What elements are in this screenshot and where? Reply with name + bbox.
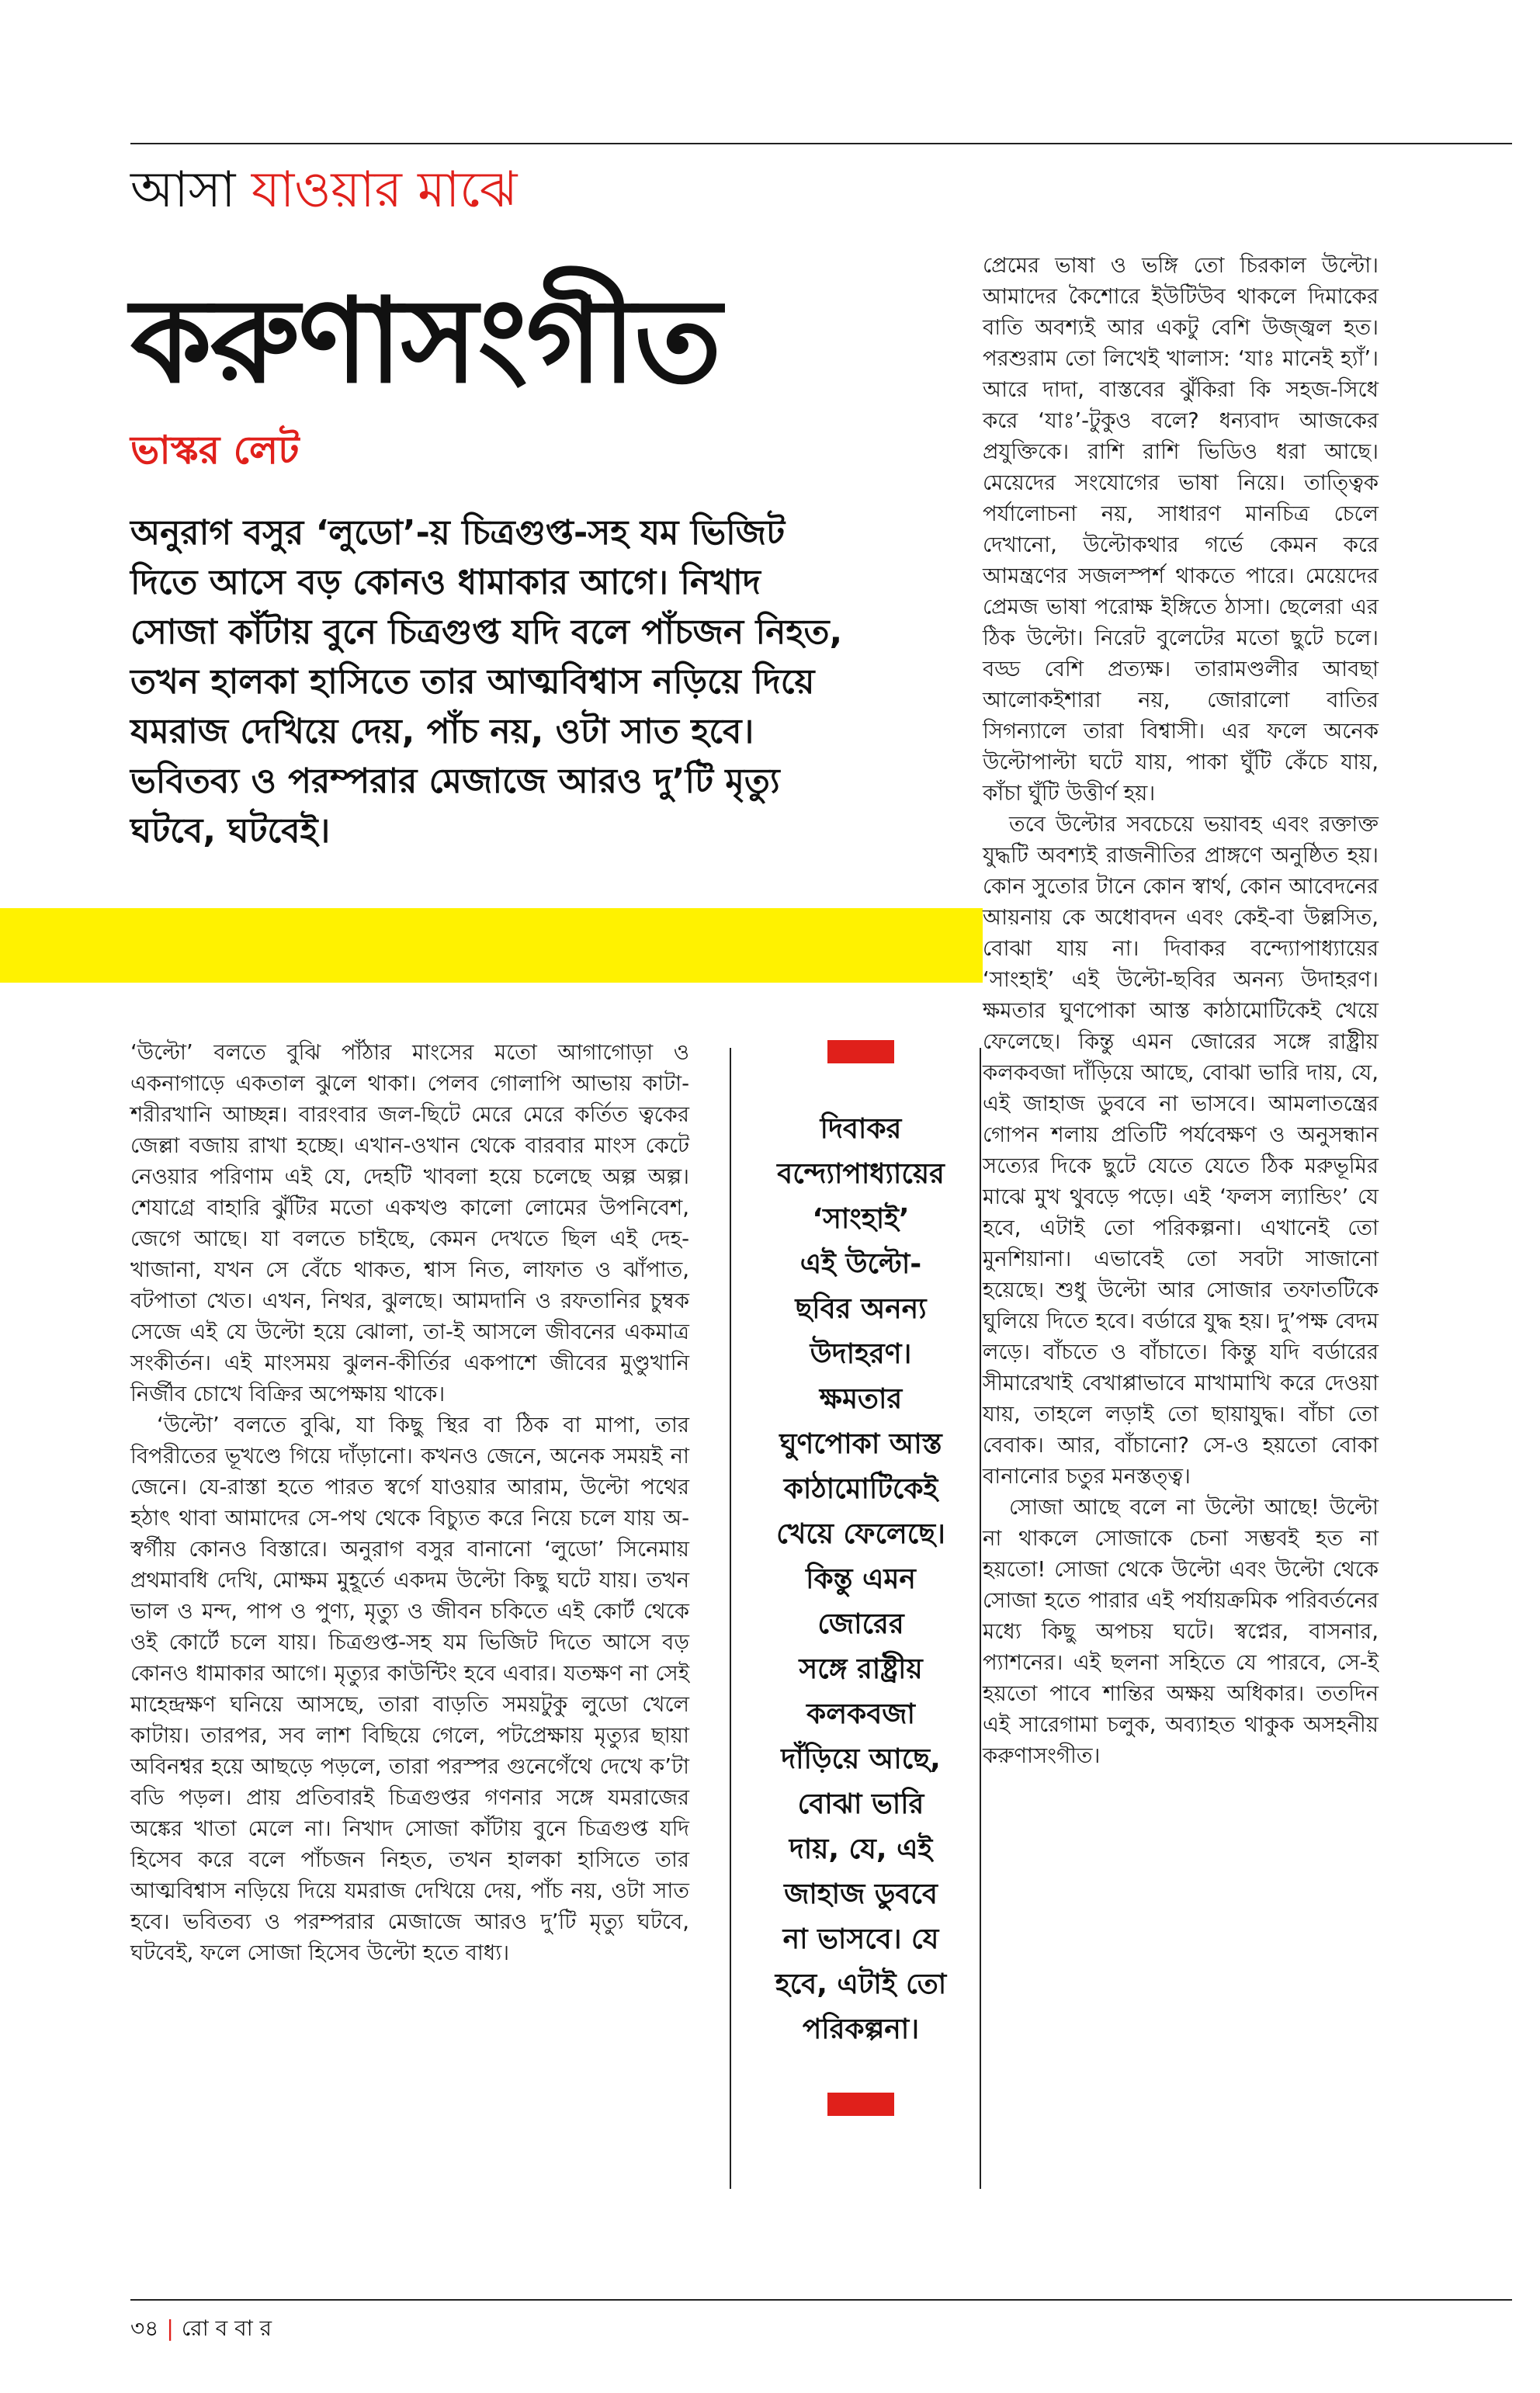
- body-column-right: [983, 250, 1379, 1771]
- pull-quote-line: ঘুণপোকা আস্ত: [779, 1428, 942, 1460]
- kicker-part1: আসা: [130, 161, 251, 219]
- standfirst: [130, 508, 945, 856]
- standfirst-line: সোজা কাঁটায় বুনে চিত্রগুপ্ত যদি বলে পাঁচজন নিহত,: [130, 612, 843, 652]
- pull-quote-line: দায়, যে, এই: [789, 1833, 933, 1865]
- byline: ভাস্কর লেট: [130, 428, 300, 473]
- top-rule: [130, 143, 1512, 144]
- pull-quote-line: সঙ্গে রাষ্ট্রীয়: [799, 1653, 923, 1685]
- column-divider-left: [730, 1048, 731, 2189]
- pull-quote-line: উদাহরণ।: [810, 1338, 912, 1370]
- pull-quote-line: খেয়ে ফেলেছে।: [776, 1518, 945, 1550]
- pull-quote-line: জাহাজ ডুববে: [784, 1878, 938, 1910]
- pull-quote-line: কাঠামোটিকেই: [783, 1473, 938, 1505]
- body-paragraph: প্রেমের ভাষা ও ভঙ্গি তো চিরকাল উল্টো। আমাদের কৈশোরে ইউটিউব থাকলে দিমাকের বাতি অবশ্যই আর একটু বেশি উজ্জ্বল হত। পরশুরাম তো লিখেই খালাস: ‘যাঃ মানেই হ্যাঁ’। আরে দাদা, বাস্তবের ঝুঁকিরা কি সহজ-সিধে করে ‘যাঃ’-টুকুও বলে? ধন্যবাদ আজকের প্রযুক্তিকে। রাশি রাশি ভিডিও ধরা আছে। মেয়েদের সংযোগের ভাষা নিয়ে। তাত্ত্বিক পর্যালোচনা নয়, সাধারণ মানচিত্র চেলে দেখানো, উল্টোকথার গর্ভে কেমন করে আমন্ত্রণের সজলস্পর্শ থাকতে পারে। মেয়েদের প্রেমজ ভাষা পরোক্ষ ইঙ্গিতে ঠাসা। ছেলেরা এর ঠিক উল্টো। নিরেট বুলেটের মতো ছুটে চলে। বড্ড বেশি প্রত্যক্ষ। তারামণ্ডলীর আবছা আলোকইশারা নয়, জোরালো বাতির সিগন্যালে তারা বিশ্বাসী। এর ফলে অনেক উল্টোপাল্টা ঘটে যায়, পাকা ঘুঁটি কেঁচে যায়, কাঁচা ঘুঁটি উত্তীর্ণ হয়।: [983, 253, 1379, 806]
- body-paragraph: ‘উল্টো’ বলতে বুঝি পাঁঠার মাংসের মতো আগাগোড়া ও একনাগাড়ে একতাল ঝুলে থাকা। পেলব গোলাপি আভায় কাটা-শরীরখানি আচ্ছন্ন। বারংবার জল-ছিটে মেরে মেরে কর্তিত ত্বকের জেল্লা বজায় রাখা হচ্ছে। এখান-ওখান থেকে বারবার মাংস কেটে নেওয়ার পরিণাম এই যে, দেহটি খাবলা হয়ে চলেছে অল্প অল্প। শেযাগ্রে বাহারি ঝুঁটির মতো একখণ্ড কালো লোমের উপনিবেশ, জেগে আছে। যা বলতে চাইছে, কেমন দেখতে ছিল এই দেহ-খাজানা, যখন সে বেঁচে থাকত, শ্বাস নিত, লাফাত ও ঝাঁপাত, বটপাতা খেত। এখন, নিথর, ঝুলছে। আমদানি ও রফতানির চুম্বক সেজে এই যে উল্টো হয়ে ঝোলা, তা-ই আসলে জীবনের একমাত্র সংকীর্তন। এই মাংসময় ঝুলন-কীর্তির একপাশে জীবের মুণ্ডুখানি নির্জীব চোখে বিক্রির অপেক্ষায় থাকে।: [130, 1040, 689, 1406]
- section-kicker: [130, 159, 517, 221]
- pull-quote-line: বন্দ্যোপাধ্যায়ের: [777, 1158, 945, 1190]
- standfirst-line: যমরাজ দেখিয়ে দেয়, পাঁচ নয়, ওটা সাত হবে।: [130, 712, 754, 751]
- bottom-rule: [130, 2299, 1512, 2301]
- kicker-part2: যাওয়ার মাঝে: [251, 161, 518, 219]
- standfirst-line: ভবিতব্য ও পরম্পরার মেজাজে আরও দু’টি মৃত্যু: [130, 761, 780, 801]
- pull-quote-line: দিবাকর: [820, 1113, 902, 1145]
- pull-quote-line: না ভাসবে। যে: [782, 1923, 939, 1955]
- pull-quote-line: হবে, এটাই তো: [775, 1968, 947, 2000]
- standfirst-line: তখন হালকা হাসিতে তার আত্মবিশ্বাস নড়িয়ে দিয়ে: [130, 662, 815, 702]
- pull-quote-line: কলকবজা: [806, 1698, 915, 1730]
- body-paragraph: ‘উল্টো’ বলতে বুঝি, যা কিছু স্থির বা ঠিক বা মাপা, তার বিপরীতের ভূখণ্ডে গিয়ে দাঁড়ানো। কখনও জেনে, অনেক সময়ই না জেনে। যে-রাস্তা হতে পারত স্বর্গে যাওয়ার আরাম, উল্টো পথের হঠাৎ থাবা আমাদের সে-পথ থেকে বিচ্যুত করে নিয়ে চলে যায় অ-স্বর্গীয় কোনও বিস্তারে। অনুরাগ বসুর বানানো ‘লুডো’ সিনেমায় প্রথমাবধি দেখি, মোক্ষম মুহূর্তে একদম উল্টো কিছু ঘটে যায়। তখন ভাল ও মন্দ, পাপ ও পুণ্য, মৃত্যু ও জীবন চকিতে এই কোর্ট থেকে ওই কোর্টে চলে যায়। চিত্রগুপ্ত-সহ যম ভিজিট দিতে আসে বড় কোনও ধামাকার আগে। মৃত্যুর কাউন্টিং হবে এবার। যতক্ষণ না সেই মাহেন্দ্রক্ষণ ঘনিয়ে আসছে, তারা বাড়তি সময়টুকু লুডো খেলে কাটায়। তারপর, সব লাশ বিছিয়ে গেলে, পটপ্রেক্ষায় মৃত্যুর ছায়া অবিনশ্বর হয়ে আছড়ে পড়লে, তারা পরস্পর গুনেগেঁথে দেখে ক’টা বডি পড়ল। প্রায় প্রতিবারই চিত্রগুপ্তর গণনার সঙ্গে যমরাজের অঙ্কের খাতা মেলে না। নিখাদ সোজা কাঁটায় বুনে চিত্রগুপ্ত যদি হিসেব করে বলে পাঁচজন নিহত, তখন হালকা হাসিতে তার আত্মবিশ্বাস নড়িয়ে দিয়ে যমরাজ দেখিয়ে দেয়, পাঁচ নয়, ওটা সাত হবে। ভবিতব্য ও পরম্পরার মেজাজে আরও দু’টি মৃত্যু ঘটবে, ঘটবেই, ফলে সোজা হিসেব উল্টো হতে বাধ্য।: [130, 1413, 689, 1965]
- folio: [130, 2313, 272, 2344]
- pull-quote-line: ‘সাংহাই’: [812, 1203, 910, 1235]
- pull-quote-line: এই উল্টো-: [799, 1248, 922, 1280]
- standfirst-line: ঘটবে, ঘটবেই।: [130, 811, 331, 851]
- pull-quote-text: [765, 1107, 957, 2052]
- folio-separator: |: [166, 2315, 174, 2341]
- pull-quote-line: বোঝা ভারি: [797, 1788, 924, 1820]
- magazine-name: রো ব বা র: [181, 2315, 272, 2341]
- pull-quote-line: ছবির অনন্য: [795, 1293, 927, 1325]
- body-column-left: [130, 1037, 689, 1968]
- standfirst-line: অনুরাগ বসুর ‘লুডো’-য় চিত্রগুপ্ত-সহ যম ভিজিট: [130, 513, 786, 553]
- body-paragraph: তবে উল্টোর সবচেয়ে ভয়াবহ এবং রক্তাক্ত যুদ্ধটি অবশ্যই রাজনীতির প্রাঙ্গণে অনুষ্ঠিত হয়। কোন সুতোর টানে কোন স্বার্থ, কোন আবেদনের আয়নায় কে অধোবদন এবং কেই-বা উল্লসিত, বোঝা যায় না। দিবাকর বন্দ্যোপাধ্যায়ের ‘সাংহাই’ এই উল্টো-ছবির অনন্য উদাহরণ। ক্ষমতার ঘুণপোকা আস্ত কাঠামোটিকেই খেয়ে ফেলেছে। কিন্তু এমন জোরের সঙ্গে রাষ্ট্রীয় কলকবজা দাঁড়িয়ে আছে, বোঝা ভারি দায়, যে, এই জাহাজ ডুববে না ভাসবে। আমলাতন্ত্রের গোপন শলায় প্রতিটি পর্যবেক্ষণ ও অনুসন্ধান সত্যের দিকে ছুটে যেতে যেতে ঠিক মরুভূমির মাঝে মুখ থুবড়ে পড়ে। এই ‘ফলস ল্যান্ডিং’ যে হবে, এটাই তো পরিকল্পনা। এখানেই তো মুনশিয়ানা। এভাবেই তো সবটা সাজানো হয়েছে। শুধু উল্টো আর সোজার তফাতটিকে ঘুলিয়ে দিতে হবে। বর্ডারে যুদ্ধ হয়। দু’পক্ষ বেদম লড়ে। বাঁচতে ও বাঁচাতে। কিন্তু যদি বর্ডারের সীমারেখাই বেখাপ্পাভাবে মাখামাখি করে দেওয়া যায়, তাহলে লড়াই তো ছায়াযুদ্ধ। বাঁচা তো বেবাক। আর, বাঁচানো? সে-ও হয়তো বোকা বানানোর চতুর মনস্তত্ত্ব।: [983, 812, 1379, 1489]
- pull-quote-line: দাঁড়িয়ে আছে,: [781, 1743, 941, 1775]
- column-divider-right: [980, 1048, 981, 2189]
- pull-quote-bar-bottom: [827, 2093, 894, 2116]
- headline: করুণাসংগীত: [130, 274, 720, 409]
- pull-quote-bar-top: [827, 1040, 894, 1063]
- body-paragraph: সোজা আছে বলে না উল্টো আছে! উল্টো না থাকলে সোজাকে চেনা সম্ভবই হত না হয়তো! সোজা থেকে উল্টো এবং উল্টো থেকে সোজা হতে পারার এই পর্যায়ক্রমিক পরিবর্তনের মধ্যে কিছু অপচয় ঘটে। স্বপ্নের, বাসনার, প্যাশনের। এই ছলনা সহিতে যে পারবে, সে-ই হয়তো পাবে শান্তির অক্ষয় অধিকার। ততদিন এই সারেগামা চলুক, অব্যাহত থাকুক অসহনীয় করুণাসংগীত।: [983, 1495, 1379, 1768]
- pull-quote-line: ক্ষমতার: [819, 1383, 903, 1415]
- yellow-highlight-band: [0, 908, 983, 983]
- pull-quote-line: পরিকল্পনা।: [802, 2013, 920, 2045]
- page-number: ৩৪: [130, 2315, 159, 2341]
- standfirst-line: দিতে আসে বড় কোনও ধামাকার আগে। নিখাদ: [130, 563, 761, 602]
- pull-quote: [765, 1040, 957, 2116]
- pull-quote-line: কিন্তু এমন: [806, 1563, 916, 1595]
- pull-quote-line: জোরের: [817, 1608, 904, 1640]
